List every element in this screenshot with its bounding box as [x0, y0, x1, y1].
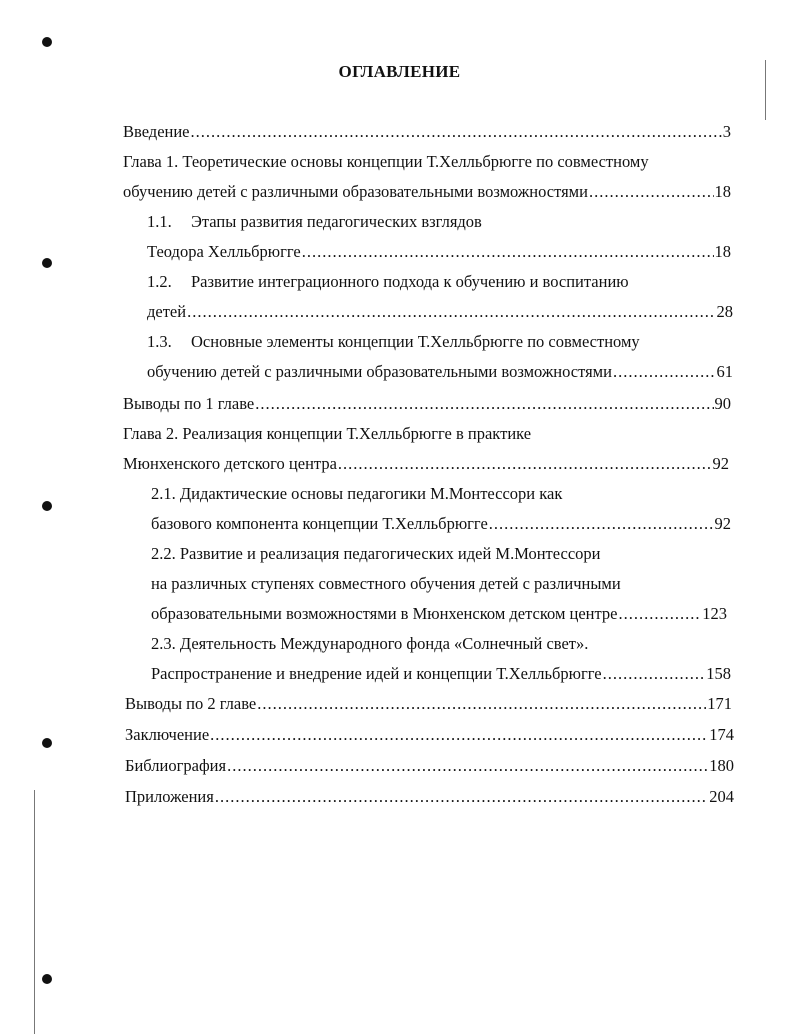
leader-dots — [227, 754, 708, 778]
page-number: 28 — [716, 302, 733, 321]
page-number: 18 — [714, 242, 731, 261]
page-number: 61 — [716, 362, 733, 381]
toc-entry[interactable]: Глава 2. Реализация концепции Т.Хелльбрюгге в практике — [123, 424, 532, 443]
leader-dots — [255, 392, 713, 416]
toc-entry[interactable]: Теодора Хелльбрюгге ..... 18 — [147, 240, 731, 264]
toc-entry[interactable]: Выводы по 2 главе ..... 171 — [125, 692, 732, 716]
toc-entry[interactable]: 2.3. Деятельность Международного фонда «Солнечный свет». — [151, 634, 589, 653]
toc-entry[interactable]: 1.2. Развитие интеграционного подхода к обучению и воспитанию — [147, 270, 731, 294]
binding-hole — [42, 258, 52, 268]
page-number: 90 — [714, 394, 731, 413]
toc-entry[interactable]: 2.1. Дидактические основы педагогики М.Монтессори как — [151, 484, 563, 503]
section-number: 1.3. — [147, 332, 172, 351]
page-number: 204 — [709, 787, 734, 806]
toc-entry[interactable]: Приложения ..... 204 — [125, 785, 734, 809]
leader-dots — [210, 723, 708, 747]
page-number: 171 — [707, 694, 732, 713]
leader-dots — [302, 240, 714, 264]
leader-dots — [191, 120, 722, 144]
leader-dots — [215, 785, 708, 809]
toc-entry[interactable]: Библиография ..... 180 — [125, 754, 734, 778]
binding-hole — [42, 37, 52, 47]
toc-entry[interactable]: детей ..... 28 — [147, 300, 733, 324]
page-number: 92 — [712, 454, 729, 473]
page-number: 123 — [702, 604, 727, 623]
leader-dots — [257, 692, 706, 716]
page-number: 174 — [709, 725, 734, 744]
leader-dots — [489, 512, 714, 536]
toc-entry[interactable]: 1.1. Этапы развития педагогических взглядов — [147, 210, 731, 234]
page-number: 92 — [714, 514, 731, 533]
toc-entry[interactable]: базового компонента концепции Т.Хелльбрюгге ..... 92 — [151, 512, 731, 536]
page-number: 158 — [706, 664, 731, 683]
section-number: 1.2. — [147, 272, 172, 291]
toc-entry[interactable]: обучению детей с различными образовательными возможностями ..... 61 — [147, 360, 733, 384]
toc-entry[interactable]: 2.2. Развитие и реализация педагогических идей М.Монтессори — [151, 544, 601, 563]
binding-hole — [42, 974, 52, 984]
toc-entry[interactable]: Глава 1. Теоретические основы концепции Т.Хелльбрюгге по совместному — [123, 152, 649, 171]
page-number: 180 — [709, 756, 734, 775]
leader-dots — [619, 602, 702, 626]
leader-dots — [603, 662, 706, 686]
binding-hole — [42, 738, 52, 748]
page-number: 3 — [722, 122, 731, 141]
toc-entry[interactable]: Введение ..... 3 — [123, 120, 731, 144]
page-number: 18 — [714, 182, 731, 201]
leader-dots — [187, 300, 715, 324]
toc-entry[interactable]: Мюнхенского детского центра ..... 92 — [123, 452, 729, 476]
leader-dots — [613, 360, 716, 384]
toc-entry[interactable]: 1.3. Основные элементы концепции Т.Хелльбрюгге по совместному — [147, 330, 731, 354]
scan-edge-line — [34, 790, 35, 1034]
toc-entry[interactable]: Заключение ..... 174 — [125, 723, 734, 747]
toc-entry[interactable]: Распространение и внедрение идей и концепции Т.Хелльбрюгге ..... 158 — [151, 662, 731, 686]
section-number: 1.1. — [147, 212, 172, 231]
leader-dots — [589, 180, 714, 204]
toc-entry[interactable]: Выводы по 1 главе ..... 90 — [123, 392, 731, 416]
toc-entry[interactable]: обучению детей с различными образовательными возможностями ..... 18 — [123, 180, 731, 204]
page-title: ОГЛАВЛЕНИЕ — [338, 62, 461, 81]
toc-entry[interactable]: на различных ступенях совместного обучения детей с различными — [151, 574, 621, 593]
toc-entry[interactable]: образовательными возможностями в Мюнхенском детском центре ..... 123 — [151, 602, 727, 626]
leader-dots — [338, 452, 712, 476]
binding-hole — [42, 501, 52, 511]
